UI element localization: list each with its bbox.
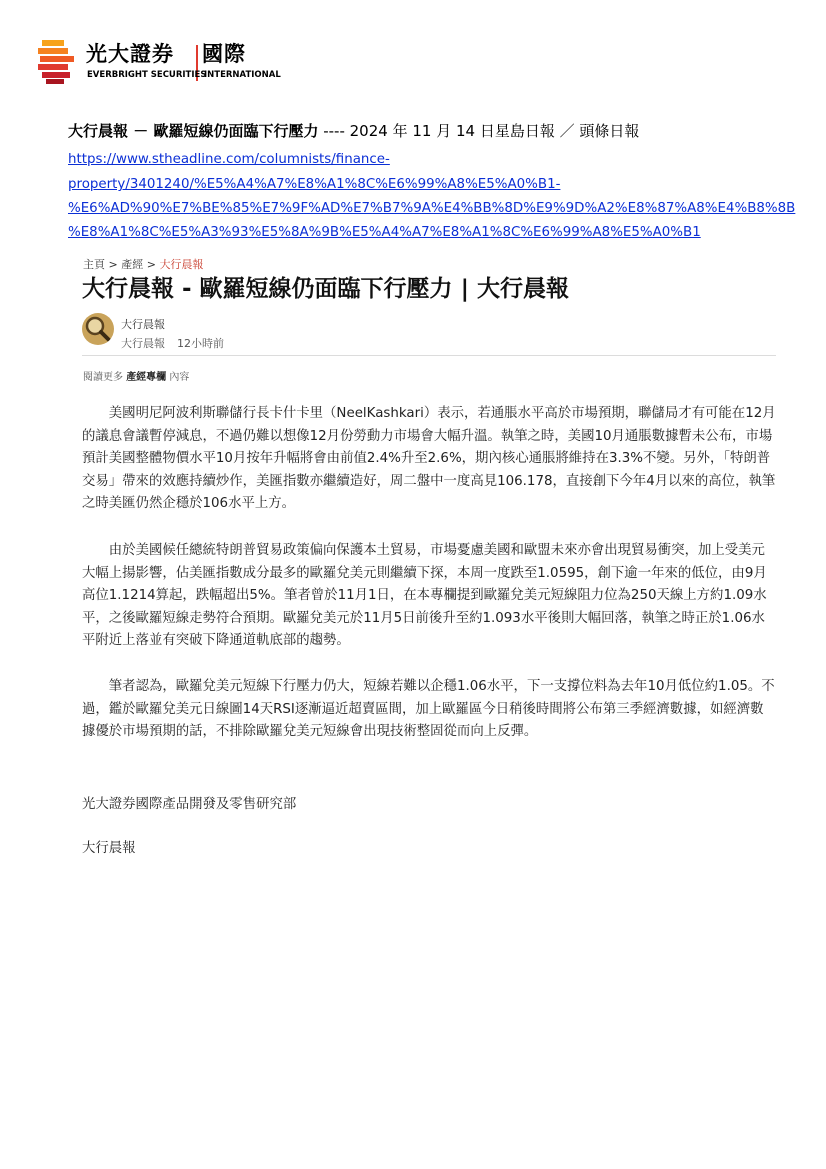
brand-name-cn-right: 國際: [202, 42, 246, 66]
breadcrumb: 主頁 > 產經 > 大行晨報: [83, 258, 204, 271]
brand-name-en: EVERBRIGHT SECURITIES: [87, 70, 207, 80]
article-paragraph: 美國明尼阿波利斯聯儲行長卡什卡里（NeelKashkari）表示，若通脹水平高於市場預期，聯儲局才有可能在12月的議息會議暫停減息，不過仍難以想像12月份勞動力市場會大幅升溫。執筆之時，美國10月通脹數據暫未公布，市場預計美國整體物價水平10月按年升幅將會由前值2.4%升至2.6%，期內核心通脹將維持在3.3%不變。另外，「特朗普交易」帶來的效應持續炒作，美匯指數亦繼續造好，周二盤中一度高見106.178，直接創下今年4月以來的高位，執筆之時美匯仍然企穩於106水平上方。: [82, 406, 776, 511]
author-meta: [121, 335, 224, 351]
read-more-tag[interactable]: 產經專欄: [126, 372, 167, 383]
breadcrumb-current[interactable]: 大行晨報: [159, 258, 204, 271]
everbright-logo-icon: [38, 40, 76, 84]
report-heading: [68, 121, 639, 141]
company-logo: [38, 40, 288, 84]
article-paragraph: 由於美國候任總統特朗普貿易政策偏向保護本土貿易，市場憂慮美國和歐盟未來亦會出現貿易衝突，加上受美元大幅上揚影響，佔美匯指數成分最多的歐羅兌美元則繼續下探，本周一度跌至1.0595，創下逾一年來的低位，由9月高位1.1214算起，跌幅超出5%。筆者曾於11月1日，在本專欄提到歐羅兌美元短線阻力位為250天線上方約1.09水平，之後歐羅短線走勢符合預期。歐羅兌美元於11月5日前後升至約1.093水平後則大幅回落，執筆之時正於1.06水平附近上落並有突破下降通道軌底部的趨勢。: [82, 543, 767, 648]
article-paragraph: 筆者認為，歐羅兌美元短線下行壓力仍大，短線若難以企穩1.06水平，下一支撐位料為去年10月低位約1.05。不過，鑑於歐羅兌美元日線圖14天RSI逐漸逼近超賣區間，加上歐羅區今日稍後時間將公布第三季經濟數據，如經濟數據優於市場預期的話，不排除歐羅兌美元短線會出現技術整固從而向上反彈。: [82, 679, 775, 739]
divider: [82, 355, 776, 356]
research-department: 光大證券國際產品開發及零售研究部: [82, 797, 297, 812]
breadcrumb-home[interactable]: 主頁: [83, 258, 105, 271]
brand-name-en-right: INTERNATIONAL: [204, 70, 281, 80]
source-link-line[interactable]: %E6%AD%90%E7%BE%85%E7%9F%AD%E7%B7%9A%E4%BB%8D%E9%9D%A2%E8%87%A8%E4%B8%8B: [68, 201, 796, 216]
article-title: 大行晨報 - 歐羅短線仍面臨下行壓力 | 大行晨報: [82, 276, 569, 302]
report-source: ---- 2024 年 11 月 14 日星島日報 ／ 頭條日報: [318, 122, 640, 140]
publish-time: 12小時前: [177, 337, 224, 350]
read-more: 閱讀更多 產經專欄 內容: [83, 372, 190, 383]
breadcrumb-finance[interactable]: 產經: [121, 258, 144, 271]
signoff: 大行晨報: [82, 841, 136, 856]
report-title: 大行晨報 － 歐羅短線仍面臨下行壓力: [68, 122, 319, 140]
source-link-line[interactable]: %E8%A1%8C%E5%A3%93%E5%8A%9B%E5%A4%A7%E8%A1%8C%E6%99%A8%E5%A0%B1: [68, 225, 701, 240]
author-avatar: [82, 313, 114, 345]
author-name[interactable]: 大行晨報: [121, 318, 165, 331]
source-link-line[interactable]: https://www.stheadline.com/columnists/finance-: [68, 152, 390, 167]
author-column: 大行晨報: [121, 337, 165, 350]
source-link-line[interactable]: property/3401240/%E5%A4%A7%E8%A1%8C%E6%99%A8%E5%A0%B1-: [68, 177, 561, 192]
brand-name-cn: 光大證券: [86, 42, 174, 66]
